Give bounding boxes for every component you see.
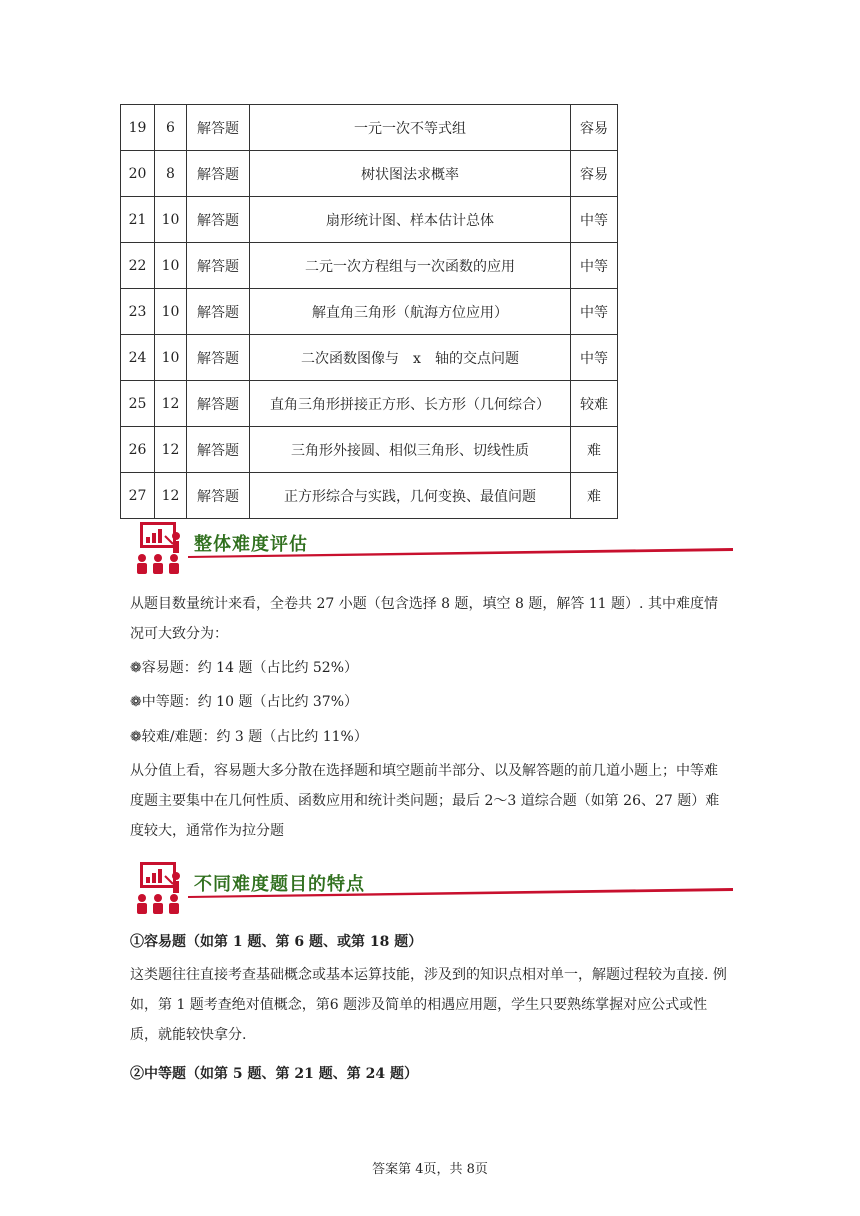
overall-intro: 从题目数量统计来看，全卷共 27 小题（包含选择 8 题，填空 8 题，解答 11 题）. 其中难度情况可大致分为： — [130, 596, 718, 642]
question-score-cell: 12 — [155, 473, 187, 519]
question-type-cell: 解答题 — [187, 197, 250, 243]
question-difficulty-cell: 难 — [571, 473, 618, 519]
presentation-icon — [132, 520, 184, 576]
list-item: ❁中等题：约 10 题（占比约 37%） — [130, 694, 359, 710]
medium-heading: ②中等题（如第 5 题、第 21 题、第 24 题） — [130, 1066, 418, 1082]
question-topic-cell: 二元一次方程组与一次函数的应用 — [250, 243, 571, 289]
question-number-cell: 22 — [121, 243, 155, 289]
question-number-cell: 24 — [121, 335, 155, 381]
question-number-cell: 21 — [121, 197, 155, 243]
question-type-cell: 解答题 — [187, 151, 250, 197]
question-score-cell: 10 — [155, 197, 187, 243]
question-type-cell: 解答题 — [187, 473, 250, 519]
question-score-cell: 12 — [155, 381, 187, 427]
question-type-cell: 解答题 — [187, 427, 250, 473]
question-difficulty-cell: 中等 — [571, 243, 618, 289]
question-topic-cell: 树状图法求概率 — [250, 151, 571, 197]
question-difficulty-cell: 中等 — [571, 197, 618, 243]
question-score-cell: 10 — [155, 335, 187, 381]
question-topic-cell: 三角形外接圆、相似三角形、切线性质 — [250, 427, 571, 473]
question-number-cell: 26 — [121, 427, 155, 473]
list-item: ❁容易题：约 14 题（占比约 52%） — [130, 660, 359, 676]
question-type-cell: 解答题 — [187, 243, 250, 289]
list-item: ❁较难/难题：约 3 题（占比约 11%） — [130, 729, 368, 745]
question-difficulty-cell: 中等 — [571, 335, 618, 381]
section-title: 整体难度评估 — [194, 534, 308, 555]
bullet-icon: ❁ — [130, 660, 142, 676]
question-score-cell: 6 — [155, 105, 187, 151]
table-row — [121, 381, 618, 427]
question-difficulty-cell: 容易 — [571, 151, 618, 197]
table-row — [121, 105, 618, 151]
question-table — [120, 104, 618, 519]
table-row — [121, 197, 618, 243]
question-number-cell: 27 — [121, 473, 155, 519]
question-type-cell: 解答题 — [187, 105, 250, 151]
table-row — [121, 335, 618, 381]
page-footer: 答案第 4页，共 8页 — [372, 1162, 488, 1177]
table-row — [121, 243, 618, 289]
question-topic-cell: 正方形综合与实践，几何变换、最值问题 — [250, 473, 571, 519]
question-type-cell: 解答题 — [187, 381, 250, 427]
question-number-cell: 23 — [121, 289, 155, 335]
bullet-icon: ❁ — [130, 729, 142, 745]
question-score-cell: 12 — [155, 427, 187, 473]
section-header-overall — [132, 520, 732, 576]
question-topic-cell: 二次函数图像与 x 轴的交点问题 — [250, 335, 571, 381]
question-score-cell: 10 — [155, 289, 187, 335]
question-difficulty-cell: 难 — [571, 427, 618, 473]
section-underline — [188, 888, 733, 898]
section-underline — [188, 548, 733, 558]
question-topic-cell: 一元一次不等式组 — [250, 105, 571, 151]
question-difficulty-cell: 中等 — [571, 289, 618, 335]
section-header-features — [132, 860, 732, 916]
overall-summary: 从分值上看，容易题大多分散在选择题和填空题前半部分、以及解答题的前几道小题上；中等难度题主要集中在几何性质、函数应用和统计类问题；最后 2～3 道综合题（如第 26、27 题）难度较大，通常作为拉分题 — [130, 763, 720, 839]
question-difficulty-cell: 容易 — [571, 105, 618, 151]
presentation-icon — [132, 860, 184, 916]
easy-heading: ①容易题（如第 1 题、第 6 题、或第 18 题） — [130, 934, 423, 950]
table-row — [121, 151, 618, 197]
question-score-cell: 10 — [155, 243, 187, 289]
question-difficulty-cell: 较难 — [571, 381, 618, 427]
question-topic-cell: 扇形统计图、样本估计总体 — [250, 197, 571, 243]
question-number-cell: 20 — [121, 151, 155, 197]
question-score-cell: 8 — [155, 151, 187, 197]
question-topic-cell: 解直角三角形（航海方位应用） — [250, 289, 571, 335]
table-row — [121, 289, 618, 335]
question-table-body — [121, 105, 618, 519]
question-topic-cell: 直角三角形拼接正方形、长方形（几何综合） — [250, 381, 571, 427]
question-type-cell: 解答题 — [187, 289, 250, 335]
question-type-cell: 解答题 — [187, 335, 250, 381]
section-title: 不同难度题目的特点 — [194, 874, 365, 895]
table-row — [121, 473, 618, 519]
bullet-icon: ❁ — [130, 694, 142, 710]
question-number-cell: 19 — [121, 105, 155, 151]
easy-text: 这类题往往直接考查基础概念或基本运算技能，涉及到的知识点相对单一，解题过程较为直接. 例如，第 1 题考查绝对值概念，第6 题涉及简单的相遇应用题，学生只要熟练掌握对应公式或性质，就能较快拿分. — [130, 967, 727, 1043]
question-number-cell: 25 — [121, 381, 155, 427]
table-row — [121, 427, 618, 473]
